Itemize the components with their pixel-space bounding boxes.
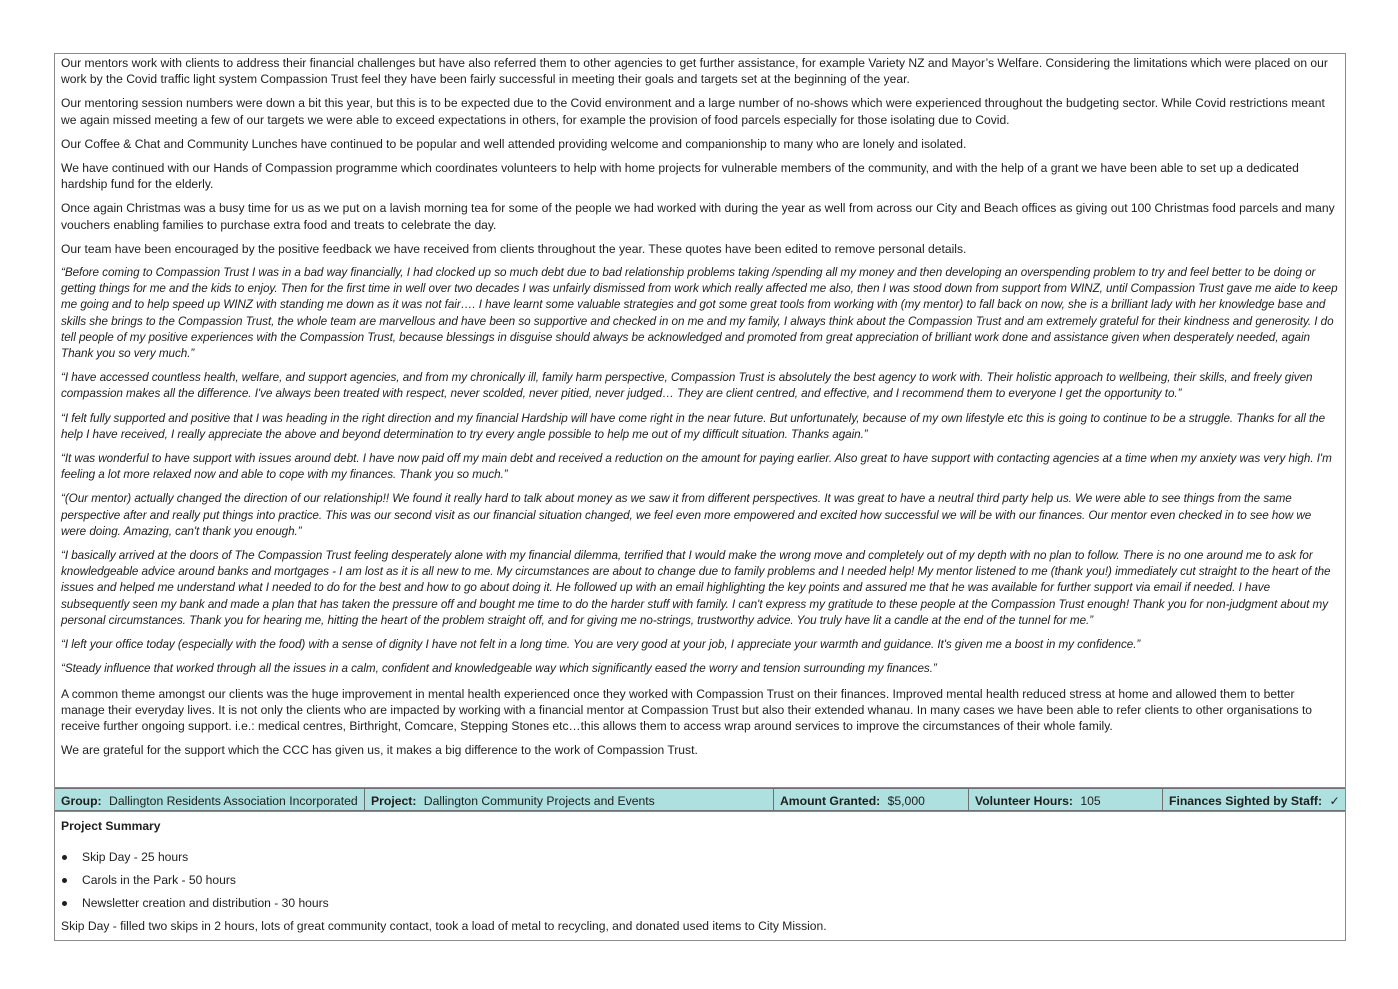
client-quote: “It was wonderful to have support with issues around debt. I have now paid off my main debt and received a reduction on the amount for paying earlier. Also great to have support with contacting agencies at a time when my anxiety was very high. I'm feeling a lot more relaxed now and able to cope with my finances. Thank you so much.”: [61, 452, 1332, 482]
project-label: Project:: [371, 794, 417, 809]
project-summary-title: Project Summary: [61, 819, 161, 834]
group-cell: [55, 788, 365, 811]
report-paragraph: Our mentors work with clients to address their financial challenges but have also referred them to other agencies to get further assistance, for example Variety NZ and Mayor’s Welfare. Considering the limitations which were placed on our work by the Covid traffic light system Compassion Trust feel they have been fairly successful in meeting their goals and targets set at the beginning of the year.: [61, 56, 1328, 87]
report-text-box: [54, 53, 1346, 788]
report-paragraph: Our team have been encouraged by the positive feedback we have received from clients throughout the year. These quotes have been edited to remove personal details.: [61, 241, 967, 256]
checkmark-icon: ✓: [1329, 794, 1340, 809]
amount-value: $5,000: [887, 794, 925, 809]
finances-cell: [1163, 788, 1345, 811]
hours-label: Volunteer Hours:: [975, 794, 1073, 809]
list-item: Skip Day - 25 hours: [61, 849, 1339, 865]
client-quote: “I have accessed countless health, welfare, and support agencies, and from my chronically ill, family harm perspective, Compassion Trust is absolutely the best agency to work with. Their holistic approach to wellbeing, their skills, and freely given compassion makes all the difference. I've always been treated with respect, never scolded, never pitied, never judged… They are client centred, and effective, and I recommend them to everyone I get the opportunity to.”: [61, 371, 1313, 401]
project-summary-box: [54, 812, 1346, 941]
amount-label: Amount Granted:: [780, 794, 881, 809]
client-quote: “I left your office today (especially with the food) with a sense of dignity I have not felt in a long time. You are very good at your job, I appreciate your warmth and guidance. It's given me a boost in my confidence.”: [61, 638, 1141, 652]
finances-label: Finances Sighted by Staff:: [1169, 794, 1323, 809]
project-value: Dallington Community Projects and Events: [423, 794, 655, 809]
group-label: Group:: [61, 794, 102, 809]
client-quote: “Steady influence that worked through all the issues in a calm, confident and knowledgeable way which significantly eased the worry and tension surrounding my finances.”: [61, 662, 937, 676]
report-paragraph: We are grateful for the support which the CCC has given us, it makes a big difference to the work of Compassion Trust.: [61, 743, 698, 758]
report-paragraph: Our mentoring session numbers were down a bit this year, but this is to be expected due to the Covid environment and a large number of no-shows which were experienced throughout the budgeting sector. While Covid restrictions meant we again missed meeting a few of our targets we were able to exceed expectations in others, for example the provision of food parcels especially for those isolating due to Covid.: [61, 96, 1325, 127]
list-item: Carols in the Park - 50 hours: [61, 872, 1339, 888]
hours-value: 105: [1080, 794, 1101, 809]
report-paragraph: We have continued with our Hands of Compassion programme which coordinates volunteers to help with home projects for vulnerable members of the community, and with the help of a grant we have been able to set up a dedicated hardship fund for the elderly.: [61, 161, 1299, 192]
list-item: Newsletter creation and distribution - 30 hours: [61, 895, 1339, 911]
client-quote: “Before coming to Compassion Trust I was in a bad way financially, I had clocked up so much debt due to bad relationship problems taking /spending all my money and then developing an overspending problem to try and feel better to be doing or getting things for me and the kids to enjoy. Then for the first time in well over two decades I was unfairly dismissed from work which really affected me also, then I was stood down from support from WINZ, until Compassion Trust gave me aide to keep me going and to help speed up WINZ with standing me down as it was not fair…. I have learnt some valuable strategies and got some great tools from working with (my mentor) to fall back on now, she is a brilliant lady with her knowledge base and skills she brings to the Compassion Trust, the whole team are marvellous and have been so supportive and checked in on me and my family, I always think about the Compassion Trust and am extremely grateful for their kindness and generosity. I do tell people of my positive experiences with the Compassion Trust, because blessings in disguise should always be acknowledged and promoted from great appreciation of brilliant work done and assistance given when desperately needed, again Thank you so very much.”: [61, 266, 1338, 361]
report-paragraph: A common theme amongst our clients was the huge improvement in mental health experienced once they worked with Compassion Trust on their finances. Improved mental health reduced stress at home and allowed them to better manage their everyday lives. It is not only the clients who are impacted by working with a financial mentor at Compassion Trust but also their extended whanau. In many cases we have been able to refer clients to other organisations to receive further ongoing support. i.e.: medical centres, Birthright, Comcare, Stepping Stones etc…this allows them to access wrap around services to improve the circumstances of their whole family.: [61, 686, 1313, 733]
client-quote: “(Our mentor) actually changed the direction of our relationship!! We found it really hard to talk about money as we saw it from different perspectives. It was great to have a neutral third party help us. We were able to see things from the same perspective after and really put things into practice. This was our second visit as our financial situation changed, we feel even more empowered and excited how successful we will be with our finances. Our mentor even checked in to see how we were doing. Amazing, can't thank you enough.”: [61, 492, 1312, 538]
group-value: Dallington Residents Association Incorporated: [109, 794, 358, 809]
document-page: [54, 53, 1346, 941]
report-paragraph: Once again Christmas was a busy time for us as we put on a lavish morning tea for some of the people we had worked with during the year as well from across our City and Beach offices as giving out 100 Christmas food parcels and many vouchers enabling families to purchase extra food and treats to celebrate the day.: [61, 201, 1335, 232]
hours-cell: [969, 788, 1163, 811]
amount-cell: [774, 788, 969, 811]
project-cell: [365, 788, 774, 811]
client-quote: “I felt fully supported and positive that I was heading in the right direction and my financial Hardship will have come right in the near future. But unfortunately, because of my own lifestyle etc this is going to continue to be a struggle. Thanks for all the help I have received, I really appreciate the above and beyond determination to try every angle possible to help me out of my difficult situation. Thanks again.”: [61, 411, 1326, 441]
grant-header-row: [54, 788, 1346, 812]
client-quote: “I basically arrived at the doors of The Compassion Trust feeling desperately alone with my financial dilemma, terrified that I would make the wrong move and completely out of my depth with no plan to follow. There is no one around me to ask for knowledgeable advice around banks and mortgages - I am lost as it is all new to me. My circumstances are about to change due to family problems and I needed help! My mentor listened to me (thank you!) immediately cut straight to the heart of the issues and helped me understand what I needed to do for the best and how to go about doing it. He followed up with an email highlighting the key points and assured me that he was available for further support via email if needed. I have subsequently seen my bank and made a plan that has taken the pressure off and bought me time to do the harder stuff with family. I can't express my gratitude to these people at the Compassion Trust enough! Thank you for non-judgment about my personal circumstances. Thank you for hearing me, hitting the heart of the problem straight off, and for giving me no-strings, trustworthy advice. You truly have lit a candle at the end of the tunnel for me.”: [61, 549, 1331, 627]
volunteer-hours-list: [61, 849, 1339, 912]
project-summary-text: Skip Day - filled two skips in 2 hours, lots of great community contact, took a load of metal to recycling, and donated used items to City Mission.: [61, 919, 827, 934]
report-paragraph: Our Coffee & Chat and Community Lunches have continued to be popular and well attended providing welcome and companionship to many who are lonely and isolated.: [61, 136, 967, 151]
